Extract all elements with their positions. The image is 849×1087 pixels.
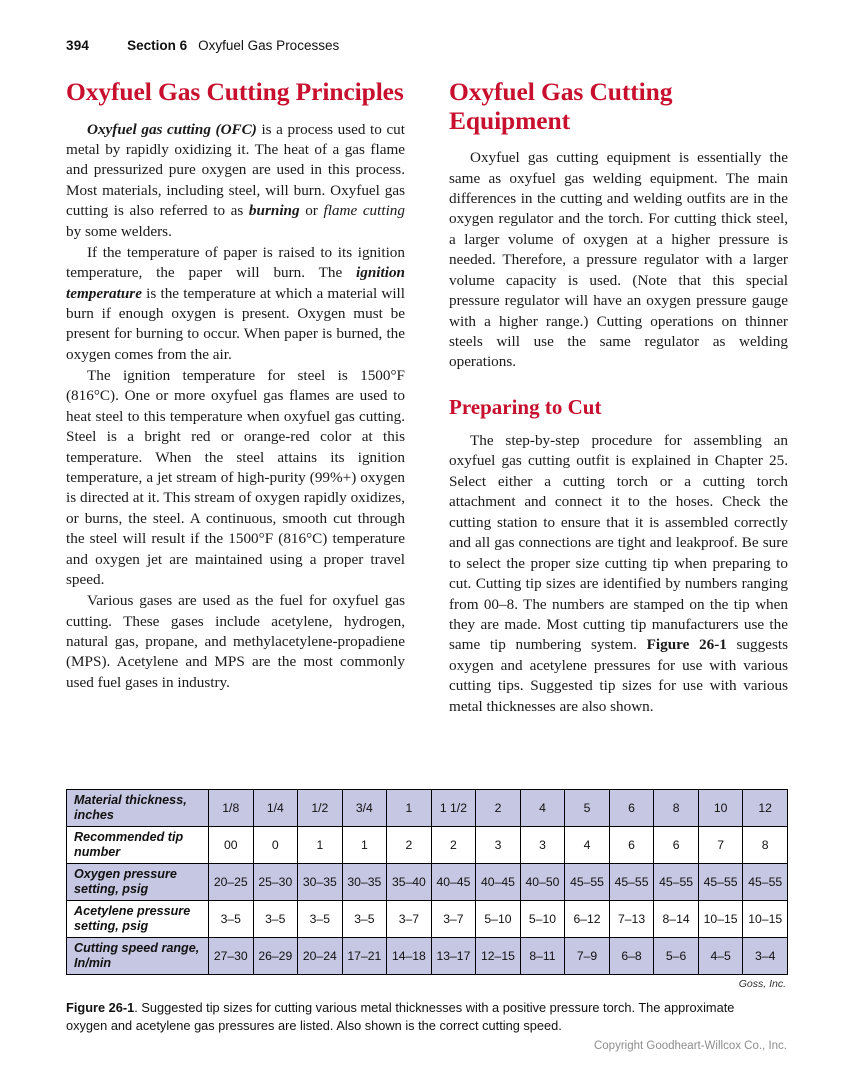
table-cell: 7–13: [609, 901, 654, 938]
table-cell: 5–10: [520, 901, 565, 938]
term-burning: burning: [248, 202, 300, 220]
section-title: Oxyfuel Gas Processes: [198, 38, 340, 53]
left-column-heading: Oxyfuel Gas Cutting Principles: [66, 77, 404, 106]
table-row: [67, 864, 788, 901]
paragraph-ignition-temperature: [66, 243, 405, 366]
table-cell: 4–5: [698, 938, 743, 975]
table-cell: 12–15: [476, 938, 521, 975]
table-cell: 6–12: [565, 901, 610, 938]
table-cell: 17–21: [342, 938, 387, 975]
table-cell: 3/4: [342, 790, 387, 827]
right-column: [449, 78, 788, 718]
par-prep-text-b: suggests oxygen and acetylene pressures for use with various cutting tips. Suggested tip sizes for use with various metal thicknesses are also shown.: [449, 636, 788, 715]
table-cell: 8–11: [520, 938, 565, 975]
par2-text-b: is the temperature at which a material will burn if enough oxygen is present. Oxygen must be present for burning to occur. When paper is burned, the oxygen comes from the air.: [66, 284, 405, 363]
table-cell: 3–7: [431, 901, 476, 938]
table-cell: 3–5: [209, 901, 254, 938]
tip-size-table: [66, 789, 788, 975]
table-row: [67, 901, 788, 938]
term-ignition-temperature: ignition temperature: [66, 264, 405, 302]
table-cell: 30–35: [342, 864, 387, 901]
table-cell: 3–7: [387, 901, 432, 938]
table-cell: 2: [431, 827, 476, 864]
term-oxyfuel-gas-cutting: Oxyfuel gas cutting (OFC): [87, 120, 257, 138]
table-cell: 40–50: [520, 864, 565, 901]
paragraph-ofc-definition: [66, 120, 405, 243]
table-cell: 45–55: [609, 864, 654, 901]
table-cell: 45–55: [743, 864, 788, 901]
table-cell: 1: [342, 827, 387, 864]
table-cell: 27–30: [209, 938, 254, 975]
table-row-label: Material thickness, inches: [67, 790, 209, 827]
par1-text-c: by some welders.: [66, 222, 172, 240]
table-cell: 1/4: [253, 790, 298, 827]
page-footer-copyright: Copyright Goodheart-Willcox Co., Inc.: [593, 1040, 787, 1052]
table-cell: 6: [654, 827, 699, 864]
table-cell: 1/2: [298, 790, 343, 827]
table-cell: 2: [476, 790, 521, 827]
table-cell: 10–15: [743, 901, 788, 938]
table-cell: 1: [387, 790, 432, 827]
par1-text-b: or: [299, 202, 324, 220]
table-cell: 10: [698, 790, 743, 827]
table-cell: 10–15: [698, 901, 743, 938]
table-cell: 8: [654, 790, 699, 827]
table-cell: 4: [520, 790, 565, 827]
table-row: [67, 827, 788, 864]
par-prep-text-a: The step-by-step procedure for assembling an oxyfuel gas cutting outfit is explained in Chapter 25. Select either a cutting torch or a cutting torch attachment and connect it to the hoses. Check the cutting station to ensure that it is assembled correctly and all gas connections are tight and leakproof. Be sure to select the proper size cutting tip when preparing to cut. Cutting tip sizes are identified by numbers ranging from 00–8. The numbers are stamped on the tip when they are made. Most cutting tip manufacturers use the same tip numbering system.: [449, 432, 788, 654]
table-cell: 7–9: [565, 938, 610, 975]
figure-reference-link: Figure 26-1: [646, 636, 727, 654]
table-cell: 26–29: [253, 938, 298, 975]
paragraph-preparing-procedure: [449, 431, 788, 717]
table-cell: 0: [253, 827, 298, 864]
table-cell: 14–18: [387, 938, 432, 975]
table-cell: 8: [743, 827, 788, 864]
table-cell: 20–25: [209, 864, 254, 901]
table-cell: 40–45: [431, 864, 476, 901]
paragraph-steel-ignition: The ignition temperature for steel is 1500°F (816°C). One or more oxyfuel gas flames are used to heat steel to this temperature when oxyfuel gas cutting. Steel is a bright red or orange-red color at this temperature. When the steel attains its ignition temperature, a jet stream of high-purity (99%+) oxygen is directed at it. This stream of oxygen rapidly oxidizes, or burns, the steel. A continuous, smooth cut through the steel will result if the 1500°F (816°C) temperature and oxygen jet are maintained using a proper travel speed.: [66, 366, 405, 589]
table-cell: 6: [609, 790, 654, 827]
table-row: [67, 790, 788, 827]
table-cell: 3: [520, 827, 565, 864]
table-cell: 25–30: [253, 864, 298, 901]
table-row-label: Cutting speed range, In/min: [67, 938, 209, 975]
paragraph-fuel-gases: Various gases are used as the fuel for oxyfuel gas cutting. These gases include acetylene, hydrogen, natural gas, propane, and methylacetylene-propadiene (MPS). Acetylene and MPS are the most commonly used fuel gases in industry.: [66, 592, 405, 691]
figure-caption: [66, 999, 766, 1035]
table-cell: 45–55: [698, 864, 743, 901]
body-columns: [66, 78, 788, 718]
left-column: [66, 78, 405, 718]
table-cell: 8–14: [654, 901, 699, 938]
table-cell: 12: [743, 790, 788, 827]
section-label: Section 6: [127, 38, 188, 53]
table-cell: 7: [698, 827, 743, 864]
table-cell: 3–5: [342, 901, 387, 938]
figure-caption-text: . Suggested tip sizes for cutting various metal thicknesses with a positive pressure torch. The approximate oxygen and acetylene gas pressures are listed. Also shown is the correct cutting speed.: [66, 1000, 735, 1034]
table-cell: 6–8: [609, 938, 654, 975]
table-cell: 45–55: [654, 864, 699, 901]
table-cell: 6: [609, 827, 654, 864]
table-cell: 20–24: [298, 938, 343, 975]
table-row: [67, 938, 788, 975]
par2-text-a: If the temperature of paper is raised to its ignition temperature, the paper will burn. The: [66, 243, 405, 282]
figure-caption-label: Figure 26-1: [66, 1000, 135, 1015]
tip-size-table-body: [67, 790, 788, 975]
table-row-label: Recommended tip number: [67, 827, 209, 864]
table-cell: 3–5: [298, 901, 343, 938]
running-head: [66, 38, 339, 53]
table-cell: 1 1/2: [431, 790, 476, 827]
table-cell: 35–40: [387, 864, 432, 901]
table-cell: 40–45: [476, 864, 521, 901]
figure-credit: Goss, Inc.: [738, 978, 786, 990]
table-cell: 00: [209, 827, 254, 864]
table-cell: 2: [387, 827, 432, 864]
par1-text-a: is a process used to cut metal by rapidly oxidizing it. The heat of a gas flame and pressurized pure oxygen are used in this process. Most materials, including steel, will burn. Oxyfuel gas cutting is also referred to as: [66, 120, 405, 220]
table-row-label: Acetylene pressure setting, psig: [67, 901, 209, 938]
table-cell: 3–5: [253, 901, 298, 938]
subheading-preparing-to-cut: Preparing to Cut: [449, 394, 602, 419]
table-row-label: Oxygen pressure setting, psig: [67, 864, 209, 901]
table-cell: 5–6: [654, 938, 699, 975]
table-cell: 3: [476, 827, 521, 864]
table-cell: 13–17: [431, 938, 476, 975]
term-flame-cutting: flame cutting: [323, 202, 405, 220]
figure-26-1: [66, 789, 788, 1035]
right-column-heading: Oxyfuel Gas Cutting Equipment: [449, 77, 673, 135]
table-cell: 5: [565, 790, 610, 827]
table-cell: 3–4: [743, 938, 788, 975]
table-cell: 1/8: [209, 790, 254, 827]
page-number: 394: [66, 38, 90, 53]
paragraph-cutting-equipment: Oxyfuel gas cutting equipment is essentially the same as oxyfuel gas welding equipment. The main differences in the cutting and welding outfits are in the oxygen regulator and the torch. For cutting thick steel, a larger volume of oxygen at a higher pressure is needed. Therefore, a pressure regulator with a larger volume capacity is used. (Note that this special pressure regulator will have an oxygen pressure gauge with a higher range.) Cutting operations on thinner steels will use the same regulator as welding operations.: [449, 149, 788, 371]
table-cell: 45–55: [565, 864, 610, 901]
table-cell: 1: [298, 827, 343, 864]
table-cell: 5–10: [476, 901, 521, 938]
table-cell: 4: [565, 827, 610, 864]
table-cell: 30–35: [298, 864, 343, 901]
